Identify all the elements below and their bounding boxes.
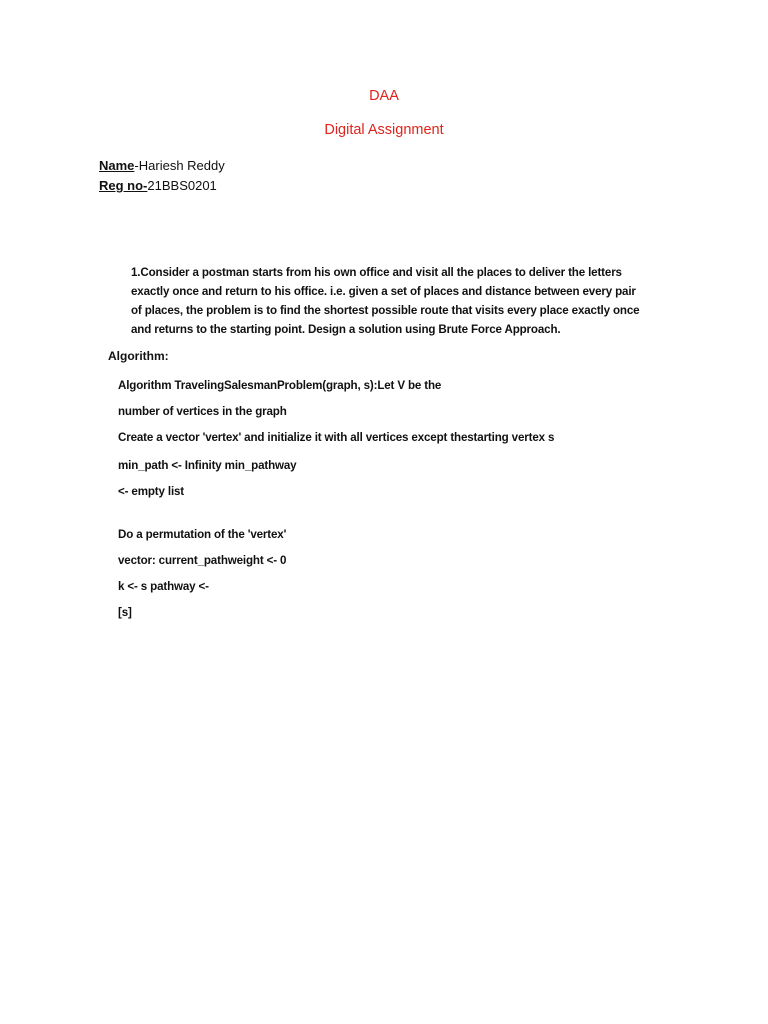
algorithm-heading: Algorithm:: [108, 349, 169, 363]
algorithm-line: k <- s pathway <-: [118, 580, 209, 593]
question-text: [131, 263, 676, 339]
reg-value: 21BBS0201: [147, 178, 217, 193]
question-line: and returns to the starting point. Design a solution using Brute Force Approach.: [131, 323, 561, 336]
assignment-title: Digital Assignment: [324, 122, 444, 138]
name-value: -Hariesh Reddy: [134, 158, 225, 173]
algorithm-line: Algorithm TravelingSalesmanProblem(graph, s):Let V be the: [118, 379, 442, 392]
registration-number: [99, 178, 217, 193]
question-line: exactly once and return to his office. i.e. given a set of places and distance between every pair: [131, 285, 636, 298]
algorithm-line: <- empty list: [118, 485, 185, 498]
algorithm-line: [s]: [118, 606, 132, 619]
algorithm-line: min_path <- Infinity min_pathway: [118, 459, 297, 472]
algorithm-line: Create a vector 'vertex' and initialize it with all vertices except thestarting vertex s: [118, 431, 555, 444]
student-name: [99, 158, 225, 173]
algorithm-line: number of vertices in the graph: [118, 405, 287, 418]
algorithm-line: Do a permutation of the 'vertex': [118, 528, 287, 541]
course-title: DAA: [369, 88, 399, 104]
name-label: Name: [99, 158, 135, 173]
algorithm-line: vector: current_pathweight <- 0: [118, 554, 287, 567]
reg-label: Reg no-: [99, 178, 148, 193]
question-line: of places, the problem is to find the shortest possible route that visits every place exactly once: [131, 304, 640, 317]
question-line: 1.Consider a postman starts from his own office and visit all the places to deliver the letters: [131, 266, 622, 279]
